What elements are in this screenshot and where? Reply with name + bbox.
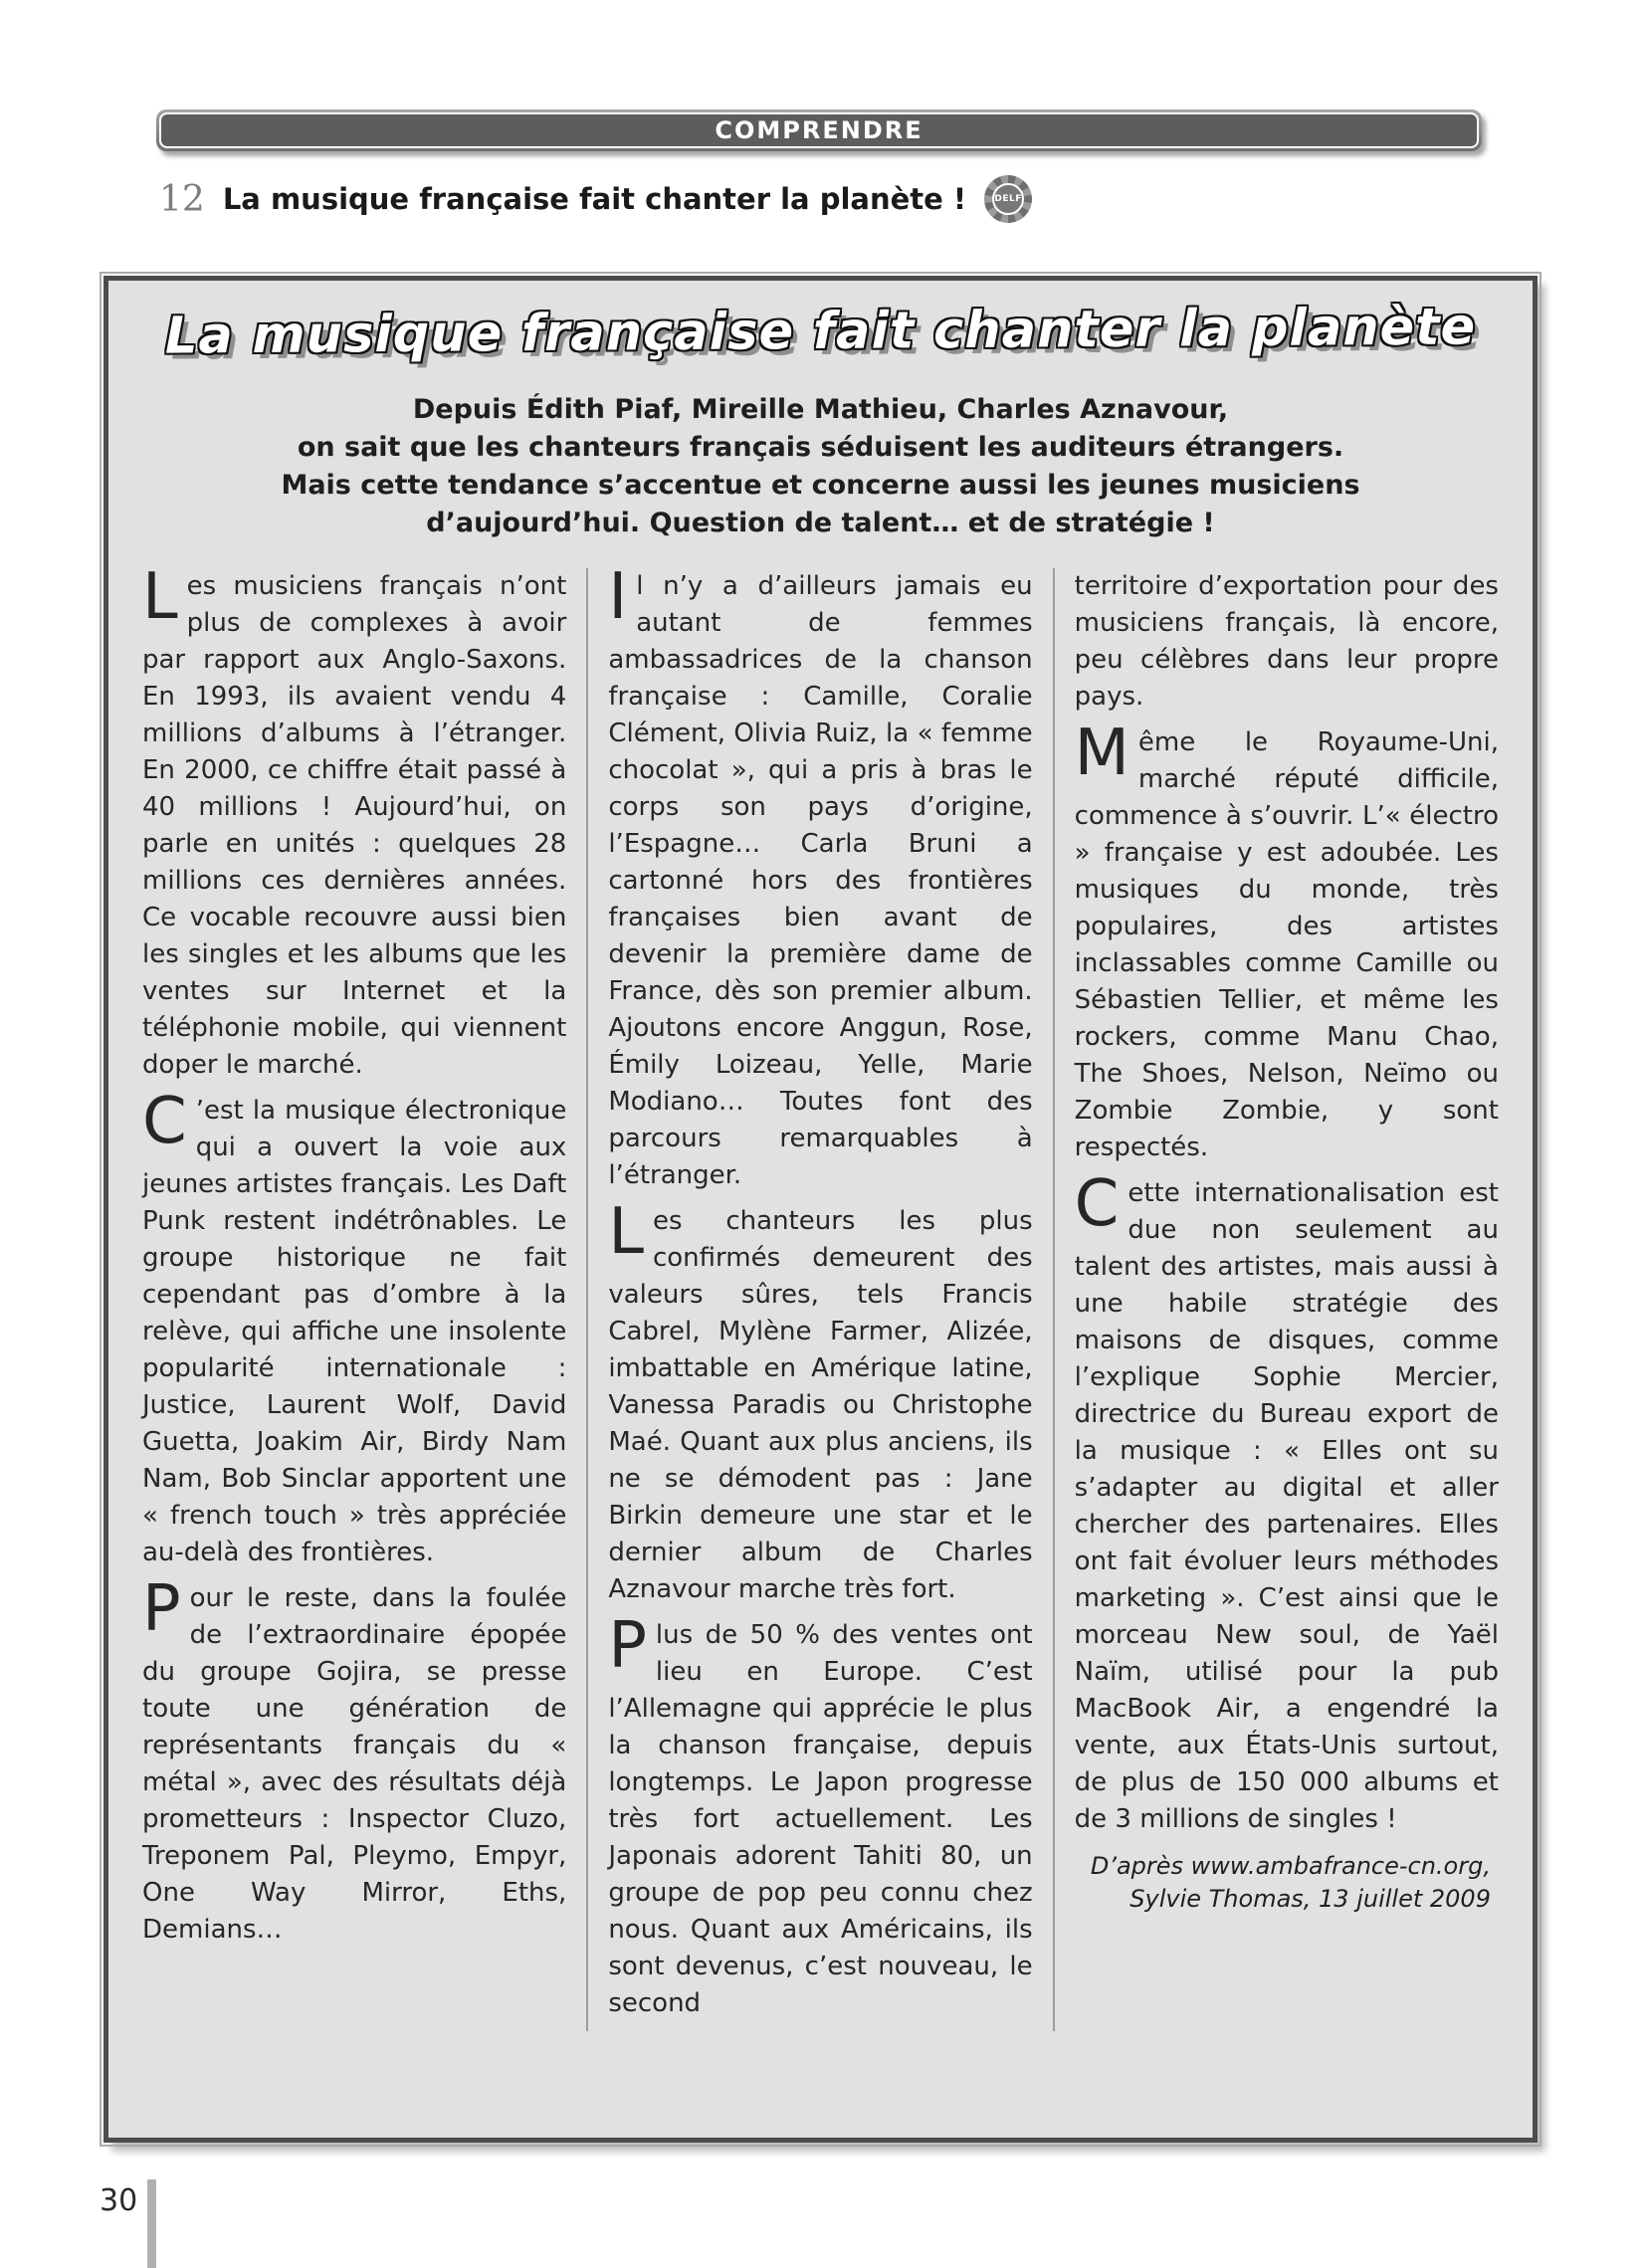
article-box bbox=[103, 276, 1538, 2143]
paragraph bbox=[1075, 568, 1499, 716]
attribution-author-date: Sylvie Thomas, 13 juillet 2009 bbox=[1130, 1885, 1491, 1913]
paragraph bbox=[142, 560, 567, 1084]
drop-cap: C bbox=[1074, 1167, 1120, 1241]
article-box-inner bbox=[108, 281, 1533, 2031]
intro-line: Depuis Édith Piaf, Mireille Mathieu, Charles Aznavour, bbox=[412, 394, 1229, 425]
drop-cap: P bbox=[142, 1572, 181, 1646]
article-column-2 bbox=[586, 560, 1052, 2031]
paragraph-text: ette internationalisation est due non seulement au talent des artistes, mais aussi à une habile stratégie des maisons de disques, comme l’explique Sophie Mercier, directrice du Bureau export de la musique : « Elles ont su s’adapter au digital et aller chercher des partenaires. Elles ont fait évoluer leurs méthodes marketing ». C’est ainsi que le morceau New soul, de Yaël Naïm, utilisé pour la pub MacBook Air, a engendré la vente, aux États-Unis surtout, de plus de 150 000 albums et de 3 millions de singles ! bbox=[1074, 1178, 1499, 1834]
paragraph bbox=[1074, 1167, 1499, 1838]
article-columns bbox=[138, 560, 1503, 2031]
paragraph bbox=[608, 560, 1033, 1194]
intro-line: Mais cette tendance s’accentue et concerne aussi les jeunes musiciens bbox=[281, 470, 1360, 501]
paragraph-text: ’est la musique électronique qui a ouvert la voie aux jeunes artistes français. Les Daft Punk restent indétrônables. Le groupe historique ne fait cependant pas d’ombre à la relève, qui affiche une insolente popularité internationale : Justice, Laurent Wolf, David Guetta, Joakim Air, Birdy Nam Nam, Bob Sinclar apportent une « french touch » très appréciée au-delà des frontières. bbox=[142, 1096, 567, 1567]
article-attribution bbox=[1075, 1850, 1499, 1916]
lesson-heading bbox=[159, 175, 1032, 223]
paragraph-text: territoire d’exportation pour des musiciens français, là encore, peu célèbres dans leur propre pays. bbox=[1074, 571, 1499, 712]
intro-line: d’aujourd’hui. Question de talent… et de stratégie ! bbox=[426, 508, 1215, 538]
page-margin-bar bbox=[147, 2179, 156, 2268]
paragraph bbox=[1074, 717, 1499, 1166]
article-intro bbox=[138, 391, 1503, 542]
article-title: La musique française fait chanter la planète bbox=[164, 298, 1477, 366]
drop-cap: L bbox=[142, 560, 178, 634]
intro-line: on sait que les chanteurs français séduisent les auditeurs étrangers. bbox=[297, 432, 1344, 463]
paragraph-text: es chanteurs les plus confirmés demeurent des valeurs sûres, tels Francis Cabrel, Mylène Farmer, Alizée, imbattable en Amérique latine, Vanessa Paradis ou Christophe Maé. Quant aux plus anciens, ils ne se démodent pas : Jane Birkin demeure une star et le dernier album de Charles Aznavour marche très fort. bbox=[608, 1206, 1033, 1604]
lesson-number: 12 bbox=[159, 178, 205, 220]
page-number: 30 bbox=[100, 2183, 138, 2218]
delf-badge-label: DELF bbox=[992, 183, 1024, 215]
section-banner bbox=[156, 109, 1482, 151]
paragraph bbox=[142, 1572, 567, 1949]
drop-cap: I bbox=[608, 560, 628, 634]
paragraph-text: es musiciens français n’ont plus de complexes à avoir par rapport aux Anglo-Saxons. En 1993, ils avaient vendu 4 millions d’albums à l’étranger. En 2000, ce chiffre était passé à 40 millions ! Aujourd’hui, on parle en unités : quelques 28 millions ces dernières années. Ce vocable recouvre aussi bien les singles et les albums que les ventes sur Internet et la téléphonie mobile, qui viennent doper le marché. bbox=[142, 571, 567, 1080]
article-column-1 bbox=[138, 560, 586, 2031]
lesson-title: La musique française fait chanter la planète ! bbox=[222, 182, 967, 216]
paragraph-text: our le reste, dans la foulée de l’extraordinaire épopée du groupe Gojira, se presse toute une génération de représentants français du « métal », avec des résultats déjà prometteurs : Inspector Cluzo, Treponem Pal, Pleymo, Empyr, One Way Mirror, Eths, Demians… bbox=[142, 1583, 567, 1945]
section-banner-label: COMPRENDRE bbox=[159, 112, 1479, 148]
drop-cap: P bbox=[608, 1609, 647, 1683]
paragraph bbox=[608, 1195, 1033, 1608]
paragraph-text: ême le Royaume-Uni, marché réputé difficile, commence à s’ouvrir. L’« électro » française y est adoubée. Les musiques du monde, très populaires, des artistes inclassables comme Camille ou Sébastien Tellier, et même les rockers, comme Manu Chao, The Shoes, Nelson, Neïmo ou Zombie Zombie, y sont respectés. bbox=[1074, 727, 1499, 1162]
drop-cap: L bbox=[608, 1195, 644, 1269]
paragraph bbox=[142, 1085, 567, 1571]
paragraph-text: lus de 50 % des ventes ont lieu en Europe. C’est l’Allemagne qui apprécie le plus la chanson française, depuis longtemps. Le Japon progresse très fort actuellement. Les Japonais adorent Tahiti 80, un groupe de pop peu connu chez nous. Quant aux Américains, ils sont devenus, c’est nouveau, le second bbox=[608, 1620, 1033, 2018]
drop-cap: C bbox=[142, 1085, 187, 1158]
attribution-source: D’après www.ambafrance-cn.org, bbox=[1090, 1852, 1491, 1880]
delf-badge-icon bbox=[984, 175, 1032, 223]
paragraph bbox=[608, 1609, 1033, 2022]
paragraph-text: l n’y a d’ailleurs jamais eu autant de femmes ambassadrices de la chanson française : Camille, Coralie Clément, Olivia Ruiz, la « femme chocolat », qui a pris à bras le corps son pays d’origine, l’Espagne… Carla Bruni a cartonné hors des frontières françaises bien avant de devenir la première dame de France, dès son premier album. Ajoutons encore Anggun, Rose, Émily Loizeau, Yelle, Marie Modiano… Toutes font des parcours remarquables à l’étranger. bbox=[608, 571, 1033, 1190]
drop-cap: M bbox=[1074, 717, 1130, 790]
article-column-3 bbox=[1053, 568, 1503, 2031]
